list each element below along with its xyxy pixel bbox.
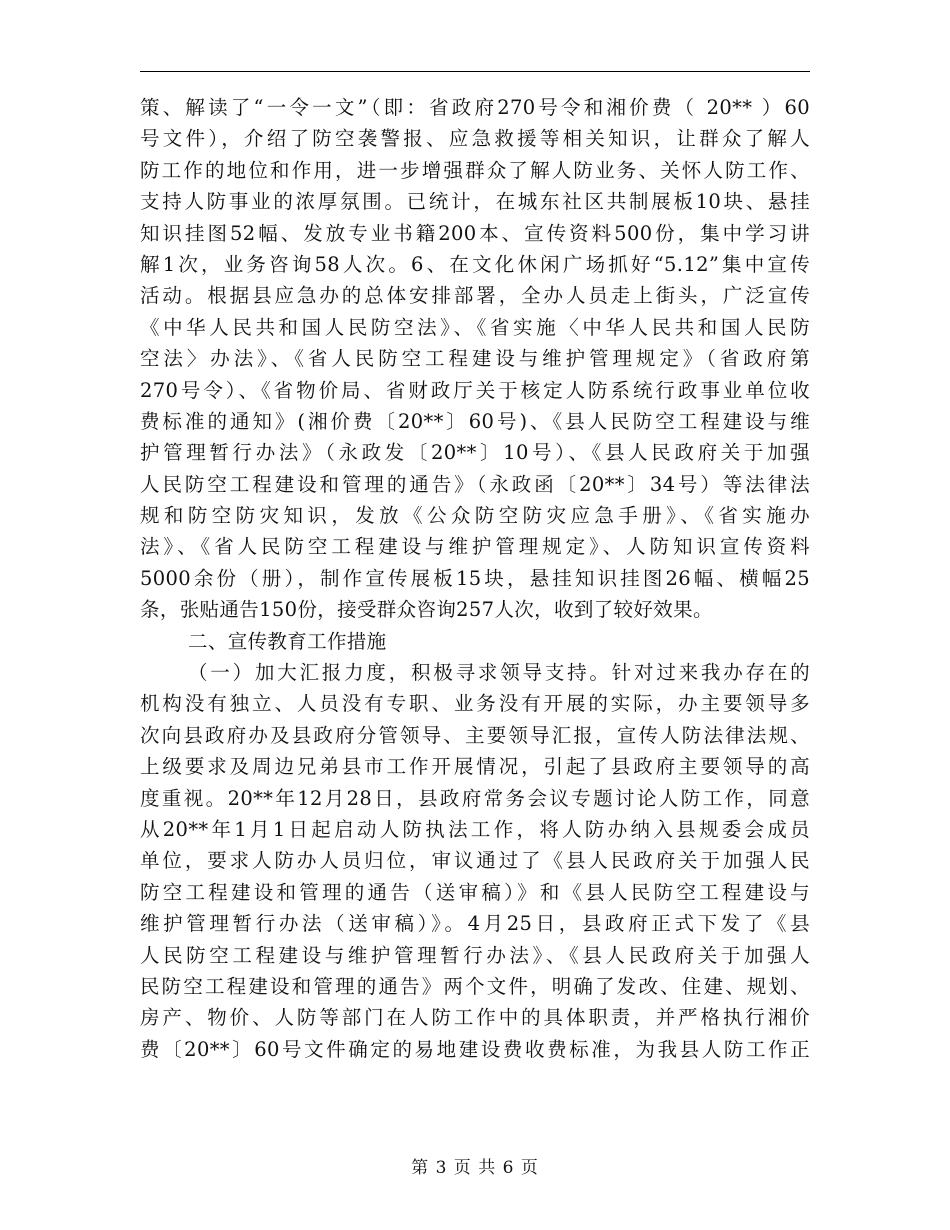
text-line: 维护管理暂行办法（送审稿）》。4月25日，县政府正式下发了《县 [140, 912, 810, 936]
text-line: 上级要求及周边兄弟县市工作开展情况，引起了县政府主要领导的高 [140, 755, 810, 779]
text-line: 度重视。20**年12月28日，县政府常务会议专题讨论人防工作，同意 [140, 786, 810, 810]
text-line: 从20**年1月1日起启动人防执法工作，将人防办纳入县规委会成员 [140, 817, 810, 841]
text-line: 知识挂图52幅、发放专业书籍200本、宣传资料500份，集中学习讲 [140, 221, 810, 245]
text-line: 《中华人民共和国人民防空法》、《省实施〈中华人民共和国人民防 [140, 315, 810, 339]
text-line: 规和防空防灾知识，发放《公众防空防灾应急手册》、《省实施办 [140, 504, 810, 528]
text-line: 费〔20**〕60号文件确定的易地建设费收费标准，为我县人防工作正 [140, 1037, 810, 1061]
text-line: 房产、物价、人防等部门在人防工作中的具体职责，并严格执行湘价 [140, 1006, 810, 1030]
header-rule [140, 71, 810, 72]
text-line: 空法〉办法》、《省人民防空工程建设与维护管理规定》（省政府第 [140, 347, 810, 371]
text-line: 活动。根据县应急办的总体安排部署，全办人员走上街头，广泛宣传 [140, 284, 810, 308]
text-line: 费标准的通知》(湘价费〔20**〕60号)、《县人民防空工程建设与维 [140, 409, 810, 433]
text-line: 护管理暂行办法》（永政发〔20**〕10号）、《县人民政府关于加强 [140, 441, 810, 465]
text-line: 5000余份（册），制作宣传展板15块，悬挂知识挂图26幅、横幅25 [140, 566, 810, 590]
page-number: 第 3 页 共 6 页 [411, 1158, 539, 1178]
text-line: 号文件），介绍了防空袭警报、应急救援等相关知识，让群众了解人 [140, 127, 810, 151]
text-line: 单位，要求人防办人员归位，审议通过了《县人民政府关于加强人民 [140, 849, 810, 873]
section-heading: 二、宣传教育工作措施 [188, 629, 387, 653]
text-line: 支持人防事业的浓厚氛围。已统计，在城东社区共制展板10块、悬挂 [140, 190, 810, 214]
text-line: 人民防空工程建设与维护管理暂行办法》、《县人民政府关于加强人 [140, 943, 810, 967]
text-line: 机构没有独立、人员没有专职、业务没有开展的实际，办主要领导多 [140, 692, 810, 716]
text-line: 防空工程建设和管理的通告（送审稿）》和《县人民防空工程建设与 [140, 880, 810, 904]
text-line: 条，张贴通告150份，接受群众咨询257人次，收到了较好效果。 [140, 598, 713, 622]
text-line: 次向县政府办及县政府分管领导、主要领导汇报，宣传人防法律法规、 [140, 723, 810, 747]
text-line: 民防空工程建设和管理的通告》两个文件，明确了发改、住建、规划、 [140, 974, 810, 998]
text-line: 策、解读了“一令一文”（即：省政府270号令和湘价费（ 20** ）60 [140, 96, 810, 119]
text-line: 人民防空工程建设和管理的通告》（永政函〔20**〕34号）等法律法 [140, 472, 810, 496]
text-line: 防工作的地位和作用，进一步增强群众了解人防业务、关怀人防工作、 [140, 158, 810, 182]
paragraph-first-line: （一）加大汇报力度，积极寻求领导支持。针对过来我办存在的 [188, 661, 810, 685]
document-body [140, 92, 810, 1065]
text-line: 法》、《省人民防空工程建设与维护管理规定》、人防知识宣传资料 [140, 535, 810, 559]
text-line: 270号令）、《省物价局、省财政厅关于核定人防系统行政事业单位收 [140, 378, 810, 402]
text-line: 解1次，业务咨询58人次。6、在文化休闲广场抓好“5.12”集中宣传 [140, 252, 810, 276]
